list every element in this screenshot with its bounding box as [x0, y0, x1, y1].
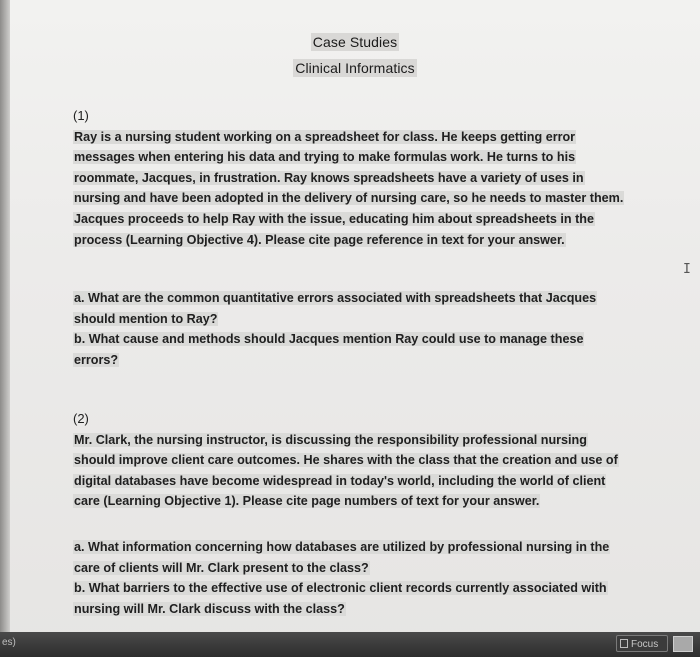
case-1-number: (1): [73, 108, 89, 123]
case-1-questions: [73, 288, 628, 370]
window-edge: [0, 0, 10, 657]
title-text: Case Studies: [312, 34, 398, 50]
case-2-questions: [73, 537, 628, 619]
document-title: [10, 34, 700, 50]
focus-label: Focus: [631, 639, 659, 650]
case-2-question-b: b. What barriers to the effective use of electronic client records currently associated with nursing will Mr. Clark discuss with the class?: [74, 581, 607, 616]
case-2-number: (2): [73, 411, 89, 426]
focus-icon: [620, 639, 628, 648]
view-toggle-button[interactable]: [673, 636, 693, 652]
case-2-question-a: a. What information concerning how databases are utilized by professional nursing in the care of clients will Mr. Clark present to the class?: [74, 540, 610, 575]
text-cursor-icon: I: [683, 262, 691, 277]
focus-button[interactable]: [616, 635, 668, 652]
status-bar: [0, 632, 700, 657]
status-left-text: es): [2, 637, 16, 648]
case-1-body: Ray is a nursing student working on a spreadsheet for class. He keeps getting error messages when entering his data and trying to make formulas work. He turns to his roommate, Jacques, in frustration. Ray knows spreadsheets have a variety of uses in nursing and have been adopted in the delivery of nursing care, so he needs to master them. Jacques proceeds to help Ray with the issue, educating him about spreadsheets in the process (Learning Objective 4). Please cite page reference in text for your answer.: [74, 129, 624, 247]
case-1-question-b: b. What cause and methods should Jacques mention Ray could use to manage these errors?: [74, 332, 584, 367]
case-2-body: Mr. Clark, the nursing instructor, is discussing the responsibility professional nursing should improve client care outcomes. He shares with the class that the creation and use of digital databases have become widespread in today's world, including the world of client care (Learning Objective 1). Please cite page numbers of text for your answer.: [74, 432, 618, 509]
document-subtitle: [10, 60, 700, 76]
case-1-scenario: [73, 106, 628, 250]
document-page[interactable]: [10, 0, 700, 632]
case-2-scenario: [73, 409, 628, 512]
subtitle-text: Clinical Informatics: [295, 60, 415, 76]
case-1-question-a: a. What are the common quantitative errors associated with spreadsheets that Jacques should mention to Ray?: [74, 291, 597, 326]
